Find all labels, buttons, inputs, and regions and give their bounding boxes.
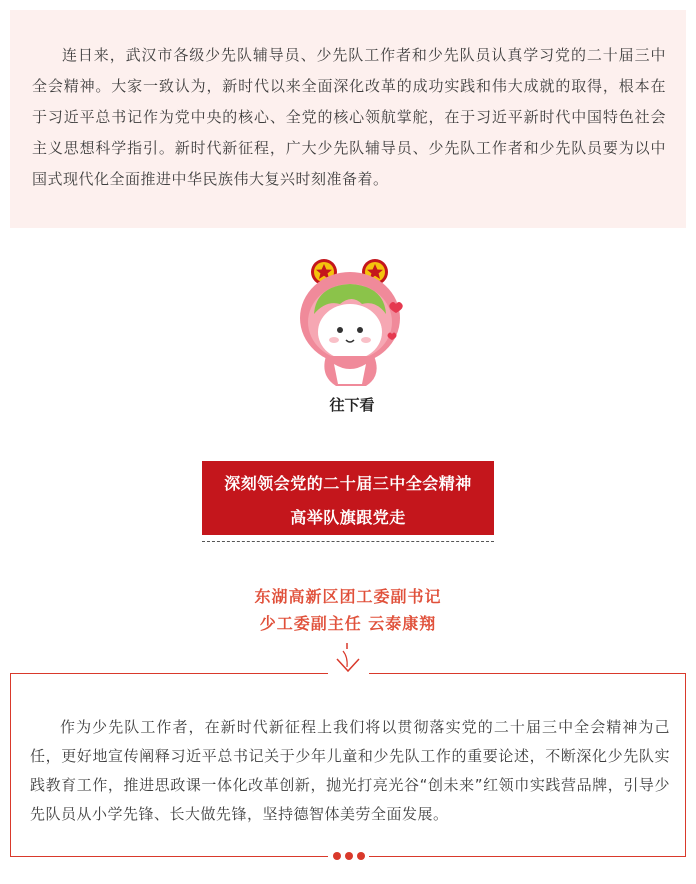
- decorative-dots: [331, 851, 367, 861]
- title-banner: [202, 461, 494, 535]
- mascot-caption: 往下看: [329, 396, 375, 414]
- author-name: 少工委副主任 云泰康翔: [259, 614, 437, 633]
- dot-icon: [345, 852, 353, 860]
- mascot-icon: [296, 256, 408, 416]
- author-title: 东湖高新区团工委副书记: [254, 587, 442, 606]
- frame-top-right-border: [369, 673, 686, 674]
- intro-box: [10, 10, 686, 228]
- mascot: [296, 256, 408, 416]
- frame-bottom-right-border: [369, 856, 686, 857]
- banner-title-line-2: 高举队旗跟党走: [290, 508, 406, 527]
- banner-dashed-divider: [202, 541, 494, 542]
- frame-bottom-left-border: [10, 856, 328, 857]
- intro-paragraph: 连日来，武汉市各级少先队辅导员、少先队工作者和少先队员认真学习党的二十届三中全会精神。大家一致认为，新时代以来全面深化改革的成功实践和伟大成就的取得，根本在于习近平总书记作为党中央的核心、全党的核心领航掌舵，在于习近平新时代中国特色社会主义思想科学指引。新时代新征程，广大少先队辅导员、少先队工作者和少先队员要为以中国式现代化全面推进中华民族伟大复兴时刻准备着。: [32, 46, 666, 188]
- dot-icon: [357, 852, 365, 860]
- banner-title-line-1: 深刻领会党的二十届三中全会精神: [224, 474, 472, 493]
- frame-top-left-border: [10, 673, 328, 674]
- body-paragraph: 作为少先队工作者，在新时代新征程上我们将以贯彻落实党的二十届三中全会精神为己任，更好地宣传阐释习近平总书记关于少年儿童和少先队工作的重要论述，不断深化少先队实践教育工作，推进思政课一体化改革创新，抛光打亮光谷“创未来”红领巾实践营品牌，引导少先队员从小学先锋、长大做先锋，坚持德智体美劳全面发展。: [30, 718, 670, 823]
- dot-icon: [333, 852, 341, 860]
